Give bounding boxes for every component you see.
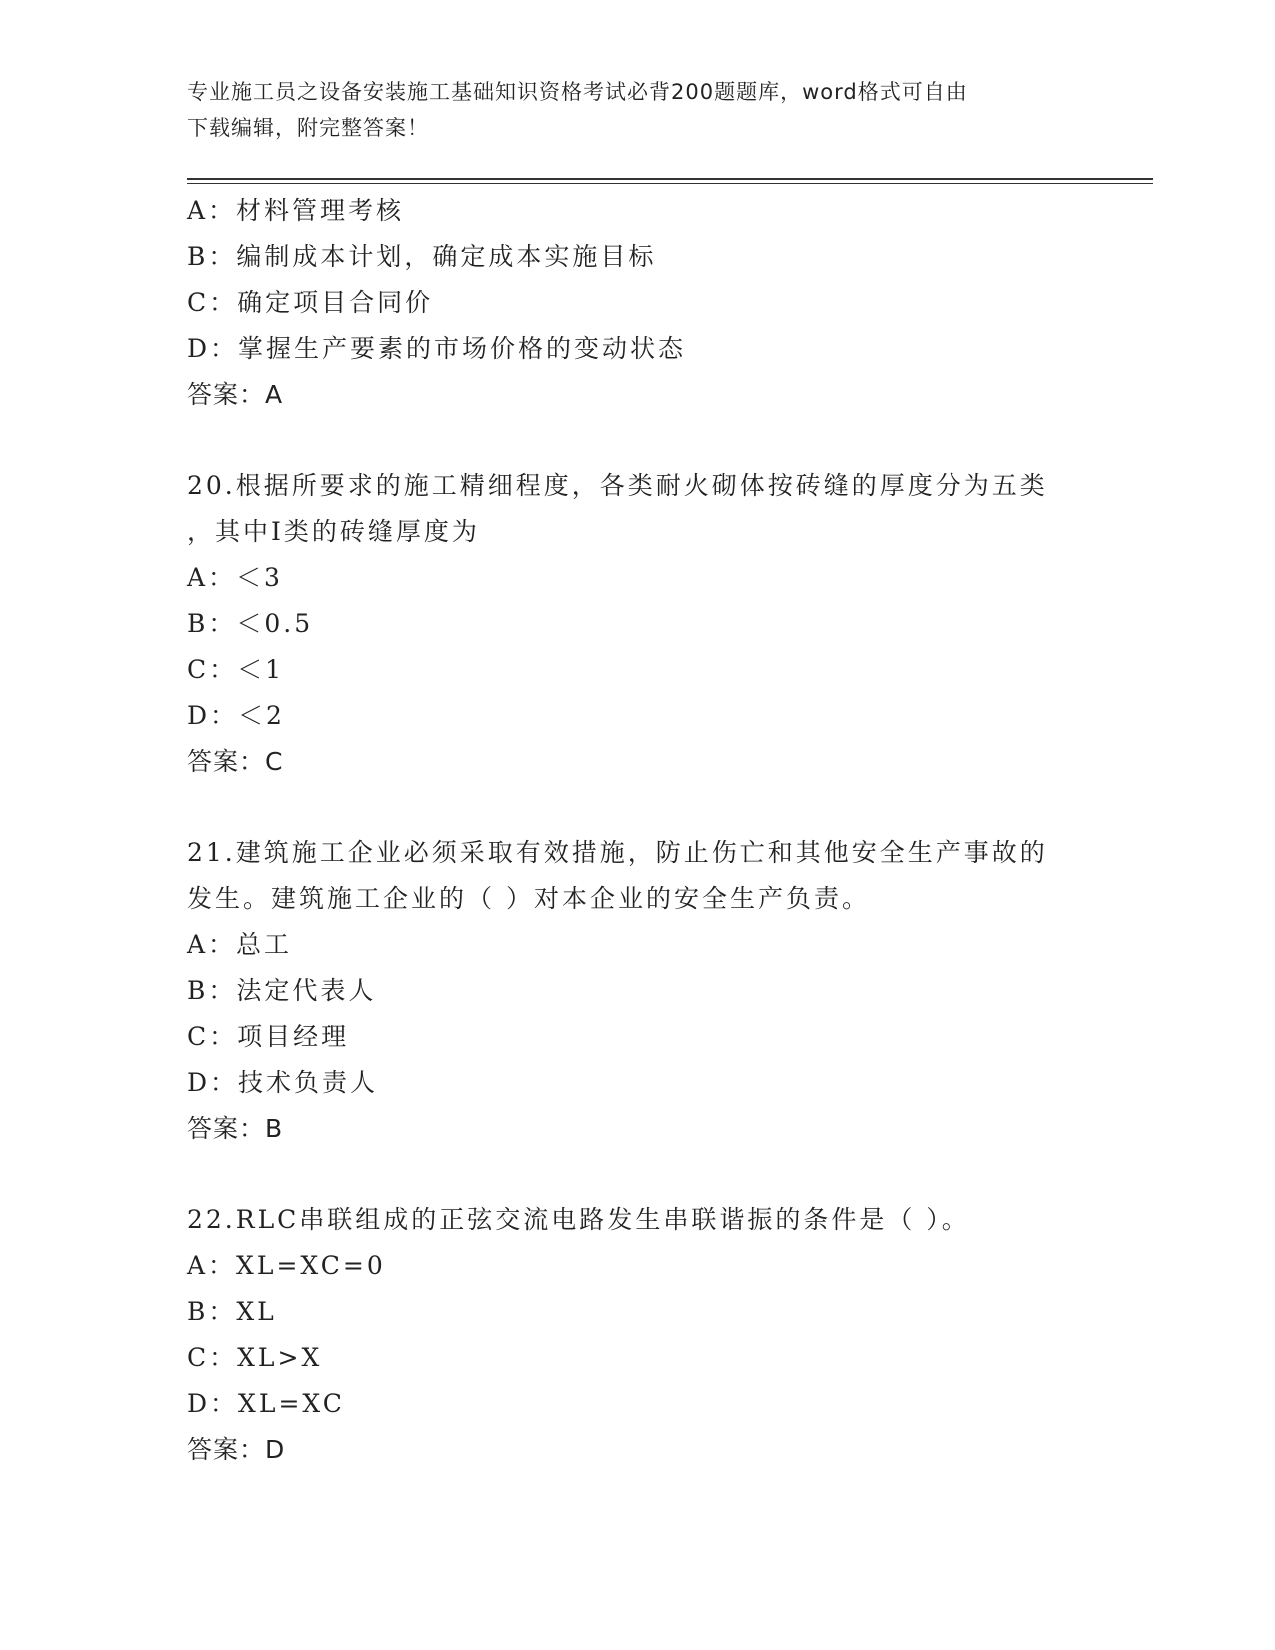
question-stem-line-2: 发生。建筑施工企业的（ ）对本企业的安全生产负责。 xyxy=(187,884,870,913)
question-stem-line-1: 22.RLC串联组成的正弦交流电路发生串联谐振的条件是（ ）。 xyxy=(187,1205,970,1234)
answer: 答案：C xyxy=(187,747,284,776)
answer: 答案：B xyxy=(187,1114,284,1143)
question-22 xyxy=(187,1197,1087,1473)
option-c: C：确定项目合同价 xyxy=(187,288,434,317)
question-stem-line-2: ，其中Ⅰ类的砖缝厚度为 xyxy=(187,517,480,546)
answer: 答案：A xyxy=(187,380,284,409)
document-header xyxy=(187,74,1087,146)
answer: 答案：D xyxy=(187,1435,286,1464)
option-b: B：法定代表人 xyxy=(187,976,377,1005)
option-d: D：技术负责人 xyxy=(187,1068,379,1097)
question-stem-line-1: 21.建筑施工企业必须采取有效措施，防止伤亡和其他安全生产事故的 xyxy=(187,838,1048,867)
option-c: C：＜1 xyxy=(187,655,285,684)
header-divider-thick xyxy=(187,178,1153,180)
option-b: B：XL xyxy=(187,1297,277,1326)
header-line-1: 专业施工员之设备安装施工基础知识资格考试必背200题题库，word格式可自由 xyxy=(187,80,968,104)
question-stem-line-1: 20.根据所要求的施工精细程度，各类耐火砌体按砖缝的厚度分为五类 xyxy=(187,471,1048,500)
option-a: A：总工 xyxy=(187,930,293,959)
option-b: B：编制成本计划，确定成本实施目标 xyxy=(187,242,657,271)
option-a: A：材料管理考核 xyxy=(187,196,405,225)
option-b: B：＜0.5 xyxy=(187,609,314,638)
question-list xyxy=(187,188,1087,1473)
question-21 xyxy=(187,830,1087,1152)
option-d: D：掌握生产要素的市场价格的变动状态 xyxy=(187,334,687,363)
header-divider-thin xyxy=(187,183,1153,184)
option-c: C：项目经理 xyxy=(187,1022,350,1051)
option-a: A：＜3 xyxy=(187,563,283,592)
question-20 xyxy=(187,463,1087,785)
header-line-2: 下载编辑，附完整答案！ xyxy=(187,116,429,140)
option-c: C：XL>X xyxy=(187,1343,323,1372)
option-d: D：＜2 xyxy=(187,701,285,730)
option-d: D：XL=XC xyxy=(187,1389,345,1418)
question-19-continued xyxy=(187,188,1087,418)
option-a: A：XL=XC=0 xyxy=(187,1251,386,1280)
